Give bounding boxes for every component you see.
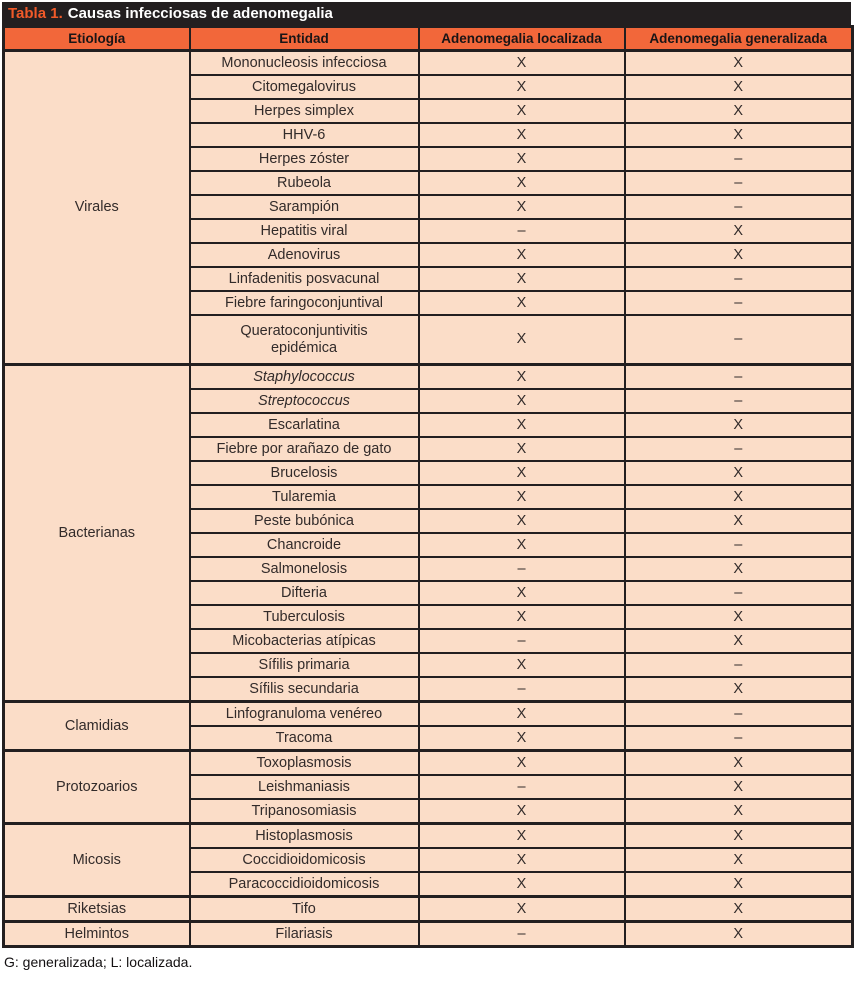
localizada-cell: X [419,437,625,461]
generalizada-cell: X [625,485,853,509]
localizada-cell: – [419,219,625,243]
localizada-cell: X [419,389,625,413]
table-body [4,51,853,947]
generalizada-cell: X [625,51,853,76]
col-header-adenomegalia-generalizada: Adenomegalia generalizada [625,27,853,51]
localizada-cell: – [419,557,625,581]
entidad-cell: Fiebre faringoconjuntival [190,291,419,315]
entidad-cell: Citomegalovirus [190,75,419,99]
entidad-cell: HHV-6 [190,123,419,147]
generalizada-cell: X [625,922,853,947]
generalizada-cell: X [625,99,853,123]
localizada-cell: X [419,897,625,922]
entidad-cell: Brucelosis [190,461,419,485]
localizada-cell: X [419,365,625,390]
generalizada-cell: X [625,605,853,629]
table-row [4,897,853,922]
table-row [4,751,853,776]
table-row [4,51,853,76]
col-header-adenomegalia-localizada: Adenomegalia localizada [419,27,625,51]
localizada-cell: – [419,922,625,947]
localizada-cell: X [419,533,625,557]
table-row [4,702,853,727]
entidad-cell: Filariasis [190,922,419,947]
table-number-label: Tabla 1. [8,5,63,22]
entidad-cell: Adenovirus [190,243,419,267]
etiologia-cell: Helmintos [4,922,190,947]
generalizada-cell: X [625,123,853,147]
localizada-cell: X [419,751,625,776]
entidad-cell: Micobacterias atípicas [190,629,419,653]
localizada-cell: X [419,291,625,315]
generalizada-cell: – [625,365,853,390]
table-title-bar [2,2,851,25]
generalizada-cell: – [625,171,853,195]
localizada-cell: X [419,461,625,485]
localizada-cell: X [419,848,625,872]
entidad-cell: Difteria [190,581,419,605]
entidad-cell: Herpes zóster [190,147,419,171]
localizada-cell: – [419,629,625,653]
etiologia-cell: Virales [4,51,190,365]
entidad-cell: Coccidioidomicosis [190,848,419,872]
generalizada-cell: X [625,775,853,799]
table-title: Causas infecciosas de adenomegalia [67,5,333,22]
localizada-cell: X [419,147,625,171]
localizada-cell: X [419,243,625,267]
entidad-cell: Tuberculosis [190,605,419,629]
localizada-cell: – [419,775,625,799]
generalizada-cell: – [625,726,853,751]
entidad-cell: Tracoma [190,726,419,751]
localizada-cell: X [419,799,625,824]
localizada-cell: X [419,653,625,677]
entidad-cell: Sífilis secundaria [190,677,419,702]
entidad-cell: Hepatitis viral [190,219,419,243]
col-header-etiologia: Etiología [4,27,190,51]
entidad-cell: Tifo [190,897,419,922]
entidad-cell: Toxoplasmosis [190,751,419,776]
entidad-cell: Histoplasmosis [190,824,419,849]
generalizada-cell: X [625,897,853,922]
localizada-cell: X [419,315,625,365]
generalizada-cell: X [625,557,853,581]
localizada-cell: X [419,726,625,751]
etiologia-cell: Protozoarios [4,751,190,824]
table-row [4,824,853,849]
localizada-cell: X [419,824,625,849]
localizada-cell: X [419,51,625,76]
entidad-cell: Leishmaniasis [190,775,419,799]
entidad-cell: Tripanosomiasis [190,799,419,824]
generalizada-cell: X [625,824,853,849]
adenomegalia-table [2,25,854,948]
generalizada-cell: X [625,677,853,702]
generalizada-cell: X [625,509,853,533]
generalizada-cell: – [625,437,853,461]
generalizada-cell: – [625,581,853,605]
entidad-cell: Fiebre por arañazo de gato [190,437,419,461]
entidad-cell: Sarampión [190,195,419,219]
entidad-cell: Chancroide [190,533,419,557]
header-row [4,27,853,51]
generalizada-cell: X [625,219,853,243]
generalizada-cell: – [625,315,853,365]
etiologia-cell: Micosis [4,824,190,897]
localizada-cell: X [419,171,625,195]
localizada-cell: X [419,99,625,123]
entidad-cell: Peste bubónica [190,509,419,533]
entidad-cell: Mononucleosis infecciosa [190,51,419,76]
localizada-cell: X [419,872,625,897]
generalizada-cell: X [625,75,853,99]
localizada-cell: X [419,509,625,533]
entidad-cell: Rubeola [190,171,419,195]
table-row [4,922,853,947]
entidad-cell: Queratoconjuntivitis epidémica [190,315,419,365]
localizada-cell: X [419,123,625,147]
generalizada-cell: X [625,848,853,872]
col-header-entidad: Entidad [190,27,419,51]
generalizada-cell: – [625,195,853,219]
entidad-cell: Streptococcus [190,389,419,413]
localizada-cell: – [419,677,625,702]
generalizada-cell: – [625,653,853,677]
generalizada-cell: – [625,533,853,557]
generalizada-cell: – [625,267,853,291]
entidad-cell: Linfadenitis posvacunal [190,267,419,291]
generalizada-cell: – [625,291,853,315]
generalizada-cell: X [625,413,853,437]
localizada-cell: X [419,267,625,291]
table-row [4,365,853,390]
generalizada-cell: X [625,799,853,824]
entidad-cell: Herpes simplex [190,99,419,123]
generalizada-cell: X [625,629,853,653]
generalizada-cell: X [625,872,853,897]
footnote: G: generalizada; L: localizada. [4,954,193,970]
entidad-cell: Staphylococcus [190,365,419,390]
entidad-cell: Tularemia [190,485,419,509]
entidad-cell: Linfogranuloma venéreo [190,702,419,727]
entidad-cell: Sífilis primaria [190,653,419,677]
generalizada-cell: – [625,389,853,413]
etiologia-cell: Riketsias [4,897,190,922]
localizada-cell: X [419,195,625,219]
localizada-cell: X [419,485,625,509]
localizada-cell: X [419,75,625,99]
entidad-cell: Paracoccidioidomicosis [190,872,419,897]
etiologia-cell: Clamidias [4,702,190,751]
generalizada-cell: – [625,147,853,171]
localizada-cell: X [419,605,625,629]
localizada-cell: X [419,702,625,727]
generalizada-cell: X [625,461,853,485]
localizada-cell: X [419,413,625,437]
etiologia-cell: Bacterianas [4,365,190,702]
entidad-cell: Escarlatina [190,413,419,437]
localizada-cell: X [419,581,625,605]
generalizada-cell: – [625,702,853,727]
generalizada-cell: X [625,243,853,267]
generalizada-cell: X [625,751,853,776]
entidad-cell: Salmonelosis [190,557,419,581]
